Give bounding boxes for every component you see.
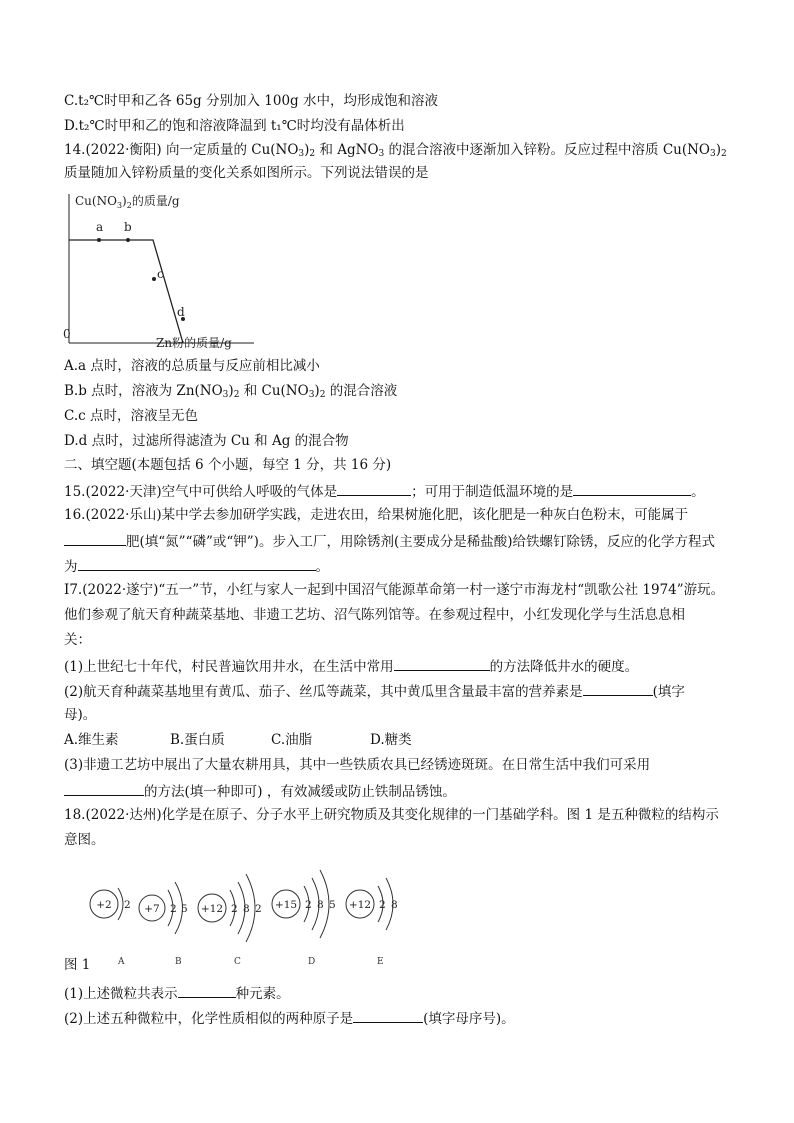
q18-blank-1[interactable] (178, 983, 236, 998)
q16-blank-1[interactable] (64, 531, 126, 546)
point-a (97, 238, 101, 242)
svg-text:2: 2 (170, 903, 177, 915)
svg-text:2: 2 (305, 899, 312, 911)
svg-text:2: 2 (255, 903, 262, 915)
q17-choice-c: C.油脂 (271, 732, 313, 748)
point-c (152, 277, 156, 281)
section-heading: 二、填空题(本题包括 6 个小题，每空 1 分，共 16 分) (64, 457, 392, 473)
svg-text:D: D (308, 957, 316, 967)
svg-text:2: 2 (124, 899, 131, 911)
svg-text:8: 8 (391, 899, 398, 911)
svg-text:A: A (118, 957, 125, 967)
q18-sub2: (2)上述五种微粒中，化学性质相似的两种原子是 (填字母序号)。 (64, 1008, 515, 1028)
svg-text:8: 8 (243, 903, 250, 915)
origin-label: 0 (63, 327, 71, 341)
q14-option-c: C.c 点时，溶液呈无色 (64, 408, 198, 424)
q17-line3: 关： (64, 632, 91, 648)
q17-line2: 他们参观了航天育种蔬菜基地、非遗工艺坊、沼气陈列馆等。在参观过程中，小红发现化学与生活息息相 (64, 607, 685, 623)
q18-line1: 18.(2022·达州)化学是在原子、分子水平上研究物质及其变化规律的一门基础学科。图 1 是五种微粒的结构示 (64, 807, 719, 823)
q17-sub3-cont: 的方法(填一种即可) ，有效减缓或防止铁制品锈蚀。 (64, 781, 456, 801)
svg-text:+2: +2 (96, 899, 112, 911)
q15-blank-2[interactable] (573, 481, 691, 496)
label-c: c (157, 267, 164, 281)
figure-1-label: 图 1 (64, 957, 91, 973)
svg-text:+15: +15 (274, 899, 298, 911)
particle-d (272, 870, 336, 967)
q17-sub2-cont: 母)。 (64, 707, 97, 723)
q17-line1: I7.(2022·遂宁)“五一”节，小红与家人一起到中国沼气能源革命第一村一遂宁市海龙村“凯歌公社 1974”游玩。 (64, 582, 725, 598)
q16-line1: 16.(2022·乐山)某中学去参加研学实践，走进农田，给果树施化肥，该化肥是一种灰白色粉末，可能属于 (64, 507, 689, 523)
q14-graph (58, 186, 258, 354)
svg-text:+12: +12 (200, 903, 224, 915)
q18-line2: 意图。 (64, 832, 105, 848)
q17-sub2: (2)航天育种蔬菜基地里有黄瓜、茄子、丝瓜等蔬菜，其中黄瓜里含量最丰富的营养素是 (填字 (64, 681, 685, 701)
q14-stem-line1: 14.(2022·衡阳) 向一定质量的 $Cu(NO_3)_2$ 和 AgNO$_3$ 的混合溶液中逐渐加入锌粉。反应过程中溶质 $Cu(NO_3)_2$ (64, 142, 727, 159)
q14-stem-line2: 质量随加入锌粉质量的变化关系如图所示。下列说法错误的是 (64, 165, 429, 181)
svg-text:5: 5 (181, 903, 188, 915)
svg-text:2: 2 (379, 899, 386, 911)
data-line (69, 240, 183, 343)
q13-option-c: C.t₂℃时甲和乙各 65g 分别加入 100g 水中，均形成饱和溶液 (64, 93, 438, 109)
particle-b (139, 882, 188, 967)
q13-option-d: D.t₂℃时甲和乙的饱和溶液降温到 t₁℃时均没有晶体析出 (64, 118, 405, 134)
q17-sub3: (3)非遗工艺坊中展出了大量农耕用具，其中一些铁质农具已经锈迹斑斑。在日常生活中我们可采用 (64, 757, 651, 773)
q18-blank-2[interactable] (353, 1008, 423, 1023)
svg-text:B: B (175, 957, 182, 967)
y-axis-label: $Cu(NO_3)_2$的质量/g (75, 194, 180, 210)
svg-text:C: C (234, 957, 241, 967)
q17-choice-a: A.维生素 (64, 732, 119, 748)
svg-text:E: E (377, 957, 384, 967)
q14-option-d: D.d 点时，过滤所得滤渣为 Cu 和 Ag 的混合物 (64, 433, 349, 449)
q18-sub1: (1)上述微粒共表示 种元素。 (64, 983, 290, 1003)
q14-option-b: B.b 点时，溶液为 $Zn(NO_3)_2$ 和 $Cu(NO_3)_2$ 的混合溶液 (64, 383, 398, 400)
q16-line2: 肥(填“氮”“磷”或“钾”)。步入工厂，用除锈剂(主要成分是稀盐酸)给铁螺钉除锈，反应的化学方程式 (64, 531, 715, 551)
label-a: a (96, 220, 104, 234)
atom-structure-figure (80, 862, 420, 972)
q14-option-a: A.a 点时，溶液的总质量与反应前相比减小 (64, 358, 320, 374)
q16-blank-2[interactable] (78, 556, 316, 571)
particle-c (198, 874, 262, 967)
q15: 15.(2022·天津)空气中可供给人呼吸的气体是 ；可用于制造低温环境的是 。 (64, 481, 705, 501)
point-b (126, 238, 130, 242)
svg-text:8: 8 (317, 899, 324, 911)
q17-choice-d: D.糖类 (370, 732, 412, 748)
x-axis-label: Zn粉的质量/g (156, 336, 232, 350)
particle-e (346, 878, 398, 967)
q17-blank-2[interactable] (583, 681, 653, 696)
q17-choice-b: B.蛋白质 (170, 732, 225, 748)
q15-blank-1[interactable] (337, 481, 411, 496)
q17-blank-3[interactable] (64, 781, 144, 796)
q17-sub1: (1)上世纪七十年代，村民普遍饮用井水，在生活中常用 的方法降低井水的硬度。 (64, 656, 638, 676)
particle-a (90, 888, 131, 967)
label-b: b (124, 220, 132, 234)
q17-blank-1[interactable] (394, 656, 490, 671)
q16-line3: 为 。 (64, 556, 329, 576)
svg-text:+12: +12 (348, 899, 372, 911)
svg-text:+7: +7 (144, 903, 160, 915)
label-d: d (177, 305, 185, 319)
svg-text:2: 2 (231, 903, 238, 915)
svg-text:5: 5 (329, 899, 336, 911)
